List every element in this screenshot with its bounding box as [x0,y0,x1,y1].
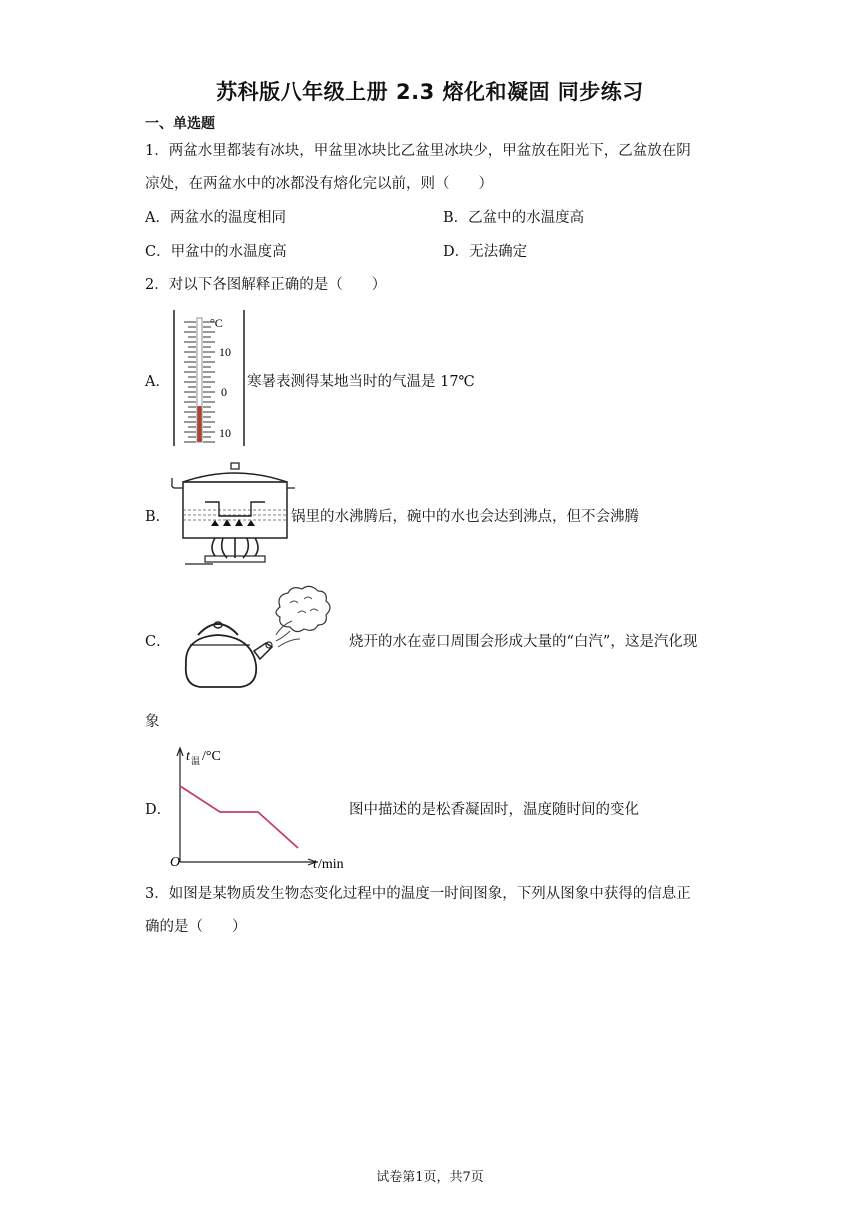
page-title: 苏科版八年级上册 2.3 熔化和凝固 同步练习 [216,80,644,104]
graph-x-axis-label: t [313,857,317,872]
q1-option-d: D．无法确定 [443,244,528,260]
section-heading: 一、单选题 [145,116,215,132]
kettle-steam-figure [180,585,340,693]
thermometer-tick-top: 10 [219,345,231,359]
temperature-time-graph [168,740,348,875]
q1-line1: 1．两盆水里都装有冰块，甲盆里冰块比乙盆里冰块少，甲盆放在阳光下，乙盆放在阴 [145,143,691,159]
q1-option-b: B．乙盆中的水温度高 [443,210,585,226]
page-footer: 试卷第1页，共7页 [376,1170,484,1185]
q2-option-a-text: 寒暑表测得某地当时的气温是 17℃ [247,374,475,390]
thermometer-tick-zero: 0 [221,385,227,399]
graph-y-axis-unit: /°C [202,749,221,764]
q1-option-c: C．甲盆中的水温度高 [145,244,287,260]
graph-origin-label: O [170,855,181,870]
q2-option-c-text-cont: 象 [145,714,160,730]
mercury-column [198,406,202,442]
cooling-curve [180,786,298,848]
thermometer-unit: °C [210,316,223,330]
graph-y-axis-subscript: 温 [191,756,201,766]
boiling-pot-figure [165,460,295,570]
q3-line1: 3．如图是某物质发生物态变化过程中的温度一时间图象，下列从图象中获得的信息正 [145,886,691,902]
graph-y-axis-label: t [186,749,190,764]
q1-option-a: A．两盆水的温度相同 [145,210,286,226]
thermometer-tick-bottom: 10 [219,426,231,440]
q2-option-d-label: D． [145,802,172,818]
q2-option-c-label: C． [145,634,171,650]
q2-option-d-text: 图中描述的是松香凝固时，温度随时间的变化 [349,802,639,818]
q2-stem: 2．对以下各图解释正确的是（ ） [145,277,387,293]
q2-option-a-label: A． [145,374,170,390]
q2-option-b-label: B． [145,509,171,525]
q1-line2: 凉处，在两盆水中的冰都没有熔化完以前，则（ ） [145,176,493,192]
q2-option-b-text: 锅里的水沸腾后，碗中的水也会达到沸点，但不会沸腾 [291,509,639,525]
graph-x-axis-unit: /min [318,857,344,872]
q3-line2: 确的是（ ） [145,919,247,935]
thermometer-figure [168,308,248,448]
q2-option-c-text: 烧开的水在壶口周围会形成大量的“白汽”，这是汽化现 [349,634,698,650]
